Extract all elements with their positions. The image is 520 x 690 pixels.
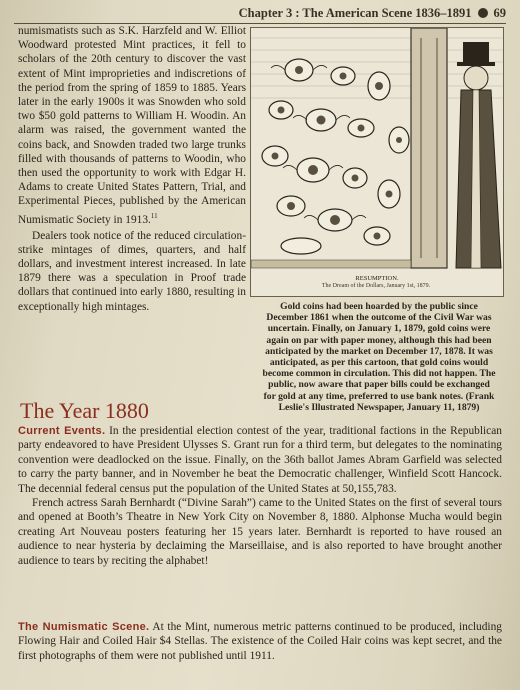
chapter-title: Chapter 3 : The American Scene 1836–1891: [238, 5, 472, 20]
cartoon-drawing: [251, 28, 503, 296]
cartoon-subcaption: The Dream of the Dollars, January 1st, 1879.: [321, 283, 431, 289]
current-events-block: [18, 424, 502, 568]
numismatic-scene-label: The Numismatic Scene.: [18, 621, 150, 633]
paragraph-current-events: Current Events. In the presidential election contest of the year, traditional factions in the Republican party endeavored to have President Ulysses S. Grant run for a third term, but delegates to the nominating convention were deadlocked on the issue. Finally, on the 36th ballot James Abram Garfield was selected to carry the party banner, and in November he beat the Democratic challenger, Winfield Scott Hancock. The decennial federal census put the population of the United States at 50,155,783.: [18, 425, 502, 495]
page-number: 69: [493, 5, 506, 20]
section-heading-1880: The Year 1880: [20, 398, 149, 423]
paragraph-bernhardt: French actress Sarah Bernhardt (“Divine Sarah”) came to the United States on the first of several tours and opened at Booth’s Theatre in New York City on November 8, 1880. Alphonse Mucha would begin creating Art Nouveau posters featuring her 15 years later. Bernhardt is reported to have roused an audience to near hysteria by declaiming the Marseillaise, and is also reported to have brought another audience to tears by reciting the alphabet!: [18, 497, 502, 567]
paragraph-dealers: Dealers took notice of the reduced circulation-strike mintages of dimes, quarters, and half dollars, and investment interest increased. In late 1879 there was a speculation in Proof trade dollars that continued into early 1880, resulting in exceptionally high mintages.: [18, 229, 246, 313]
cartoon-title: RESUMPTION.: [355, 275, 399, 282]
left-column: [18, 24, 246, 314]
cartoon-illustration: [250, 27, 504, 297]
paragraph-numismatic-scene: The Numismatic Scene. At the Mint, numerous metric patterns continued to be produced, including Flowing Hair and Coiled Hair $4 Stellas. The existence of the Coiled Hair coins was kept secret, and the first photographs of them were not published until 1911.: [18, 621, 502, 662]
paragraph-patterns: numismatists such as S.K. Harzfeld and W. Elliot Woodward protested Mint practices, it fell to scholars of the 20th century to discover the vast extent of Mint improprieties and indiscretions of the period from the spring of 1859 to 1885. Years later in the early 1900s it was Snowden who sold two $50 gold patterns to William H. Woodin. An alarm was raised, the government wanted the coins back, and Snowden traded two large trunks filled with thousands of patterns to Woodin, who then used the opportunity to work with Edgar H. Adams to create United States Pattern, Trial, and Experimental Pieces, published by the American Numismatic Society in 1913.11: [18, 25, 246, 226]
bullet-icon: [478, 8, 488, 18]
figure-caption: Gold coins had been hoarded by the public since December 1861 when the outcome of the Civil War was uncertain. Finally, on January 1, 1879, gold coins were again on par with paper money, although this had been anticipated by the market on December 17, 1878. It was anticipated, as per this cartoon, that gold coins would become common in circulation. This did not happen. The public, now aware that paper bills could be exchanged for gold at any time, preferred to use bank notes. (Frank Leslie's Illustrated Newspaper, January 11, 1879): [262, 301, 496, 413]
footnote-ref: 11: [150, 211, 158, 220]
numismatic-scene-block: [18, 620, 502, 663]
current-events-label: Current Events.: [18, 425, 106, 437]
page-header: [14, 4, 506, 22]
